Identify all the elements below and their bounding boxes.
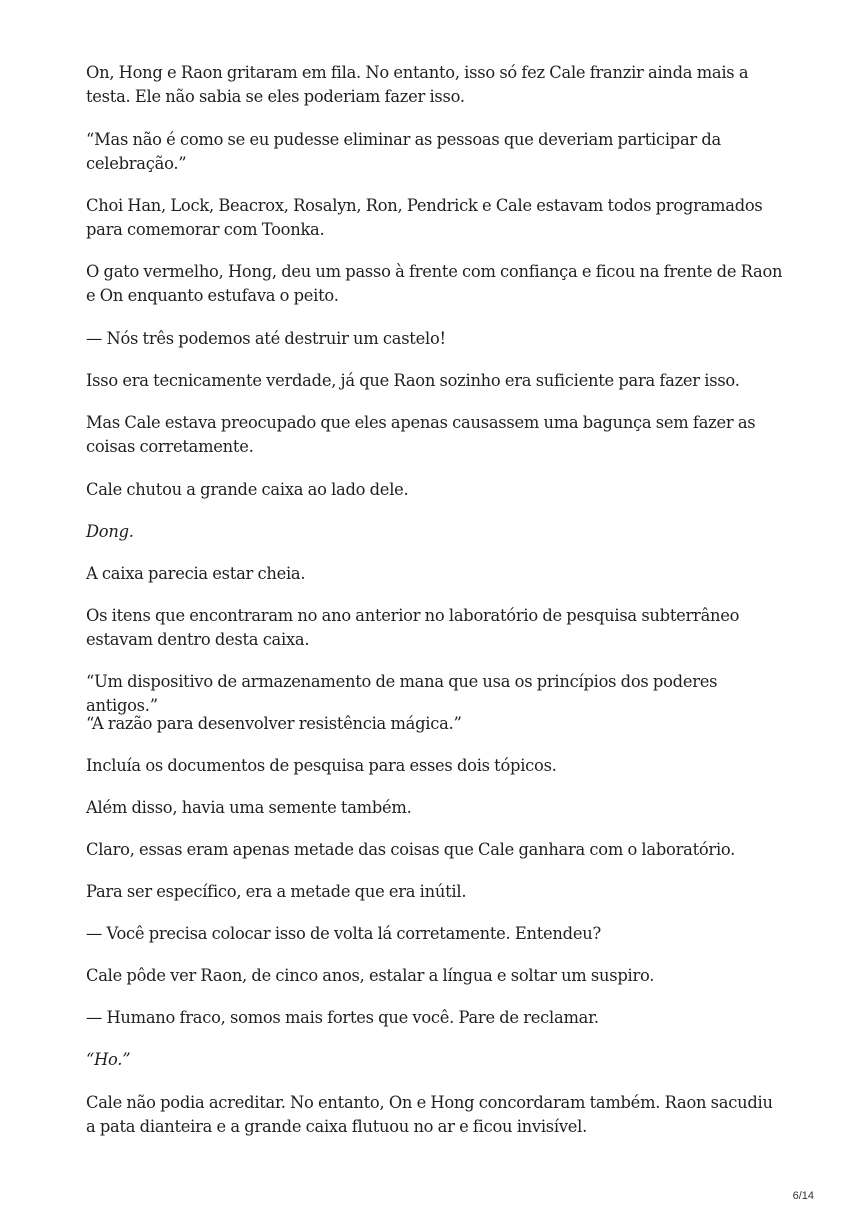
paragraph: O gato vermelho, Hong, deu um passo à frente com confiança e ficou na frente de Raon e On enquanto estufava o peito. xyxy=(86,262,783,305)
paragraph: Isso era tecnicamente verdade, já que Raon sozinho era suficiente para fazer isso. xyxy=(86,371,740,390)
paragraph: Os itens que encontraram no ano anterior no laboratório de pesquisa subterrâneo estavam dentro desta caixa. xyxy=(86,606,740,649)
paragraph: “Mas não é como se eu pudesse eliminar as pessoas que deveriam participar da celebração.” xyxy=(86,130,722,173)
paragraph: A caixa parecia estar cheia. xyxy=(86,564,306,583)
paragraph: Cale pôde ver Raon, de cinco anos, estalar a língua e soltar um suspiro. xyxy=(86,966,655,985)
paragraph: Para ser específico, era a metade que era inútil. xyxy=(86,882,467,901)
paragraph: Cale chutou a grande caixa ao lado dele. xyxy=(86,480,409,499)
paragraph: — Humano fraco, somos mais fortes que você. Pare de reclamar. xyxy=(86,1008,599,1027)
paragraph: Choi Han, Lock, Beacrox, Rosalyn, Ron, Pendrick e Cale estavam todos programados para comemorar com Toonka. xyxy=(86,196,763,239)
paragraph: Claro, essas eram apenas metade das coisas que Cale ganhara com o laboratório. xyxy=(86,840,736,859)
paragraph: Cale não podia acreditar. No entanto, On e Hong concordaram também. Raon sacudiu a pata dianteira e a grande caixa flutuou no ar e ficou invisível. xyxy=(86,1093,773,1136)
paragraph: “A razão para desenvolver resistência mágica.” xyxy=(86,714,462,733)
paragraph: On, Hong e Raon gritaram em fila. No entanto, isso só fez Cale franzir ainda mais a testa. Ele não sabia se eles poderiam fazer isso. xyxy=(86,63,749,106)
page-number: 6/14 xyxy=(792,1190,814,1202)
paragraph: Mas Cale estava preocupado que eles apenas causassem uma bagunça sem fazer as coisas corretamente. xyxy=(86,413,756,456)
paragraph: — Você precisa colocar isso de volta lá corretamente. Entendeu? xyxy=(86,924,601,943)
paragraph: Incluía os documentos de pesquisa para esses dois tópicos. xyxy=(86,756,557,775)
paragraph: “Um dispositivo de armazenamento de mana que usa os princípios dos poderes antigos.” xyxy=(86,672,718,715)
paragraph-italic: “Ho.” xyxy=(86,1050,131,1069)
paragraph: — Nós três podemos até destruir um castelo! xyxy=(86,329,446,348)
paragraph: Além disso, havia uma semente também. xyxy=(86,798,412,817)
paragraph-italic: Dong. xyxy=(86,522,134,541)
